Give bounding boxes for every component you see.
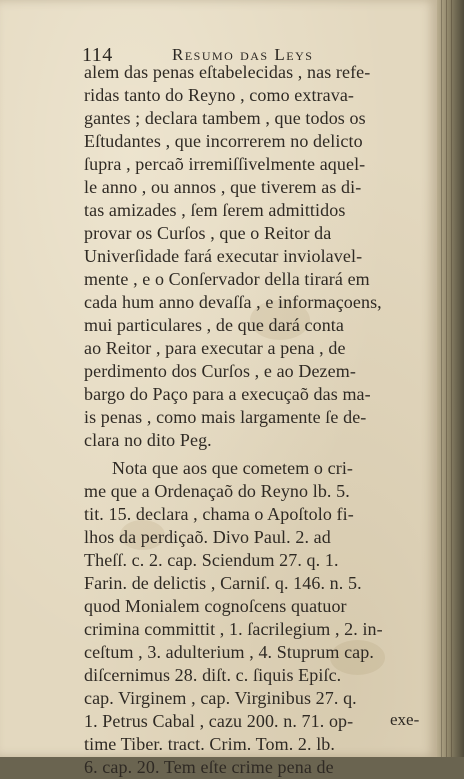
page-edge-line	[451, 0, 452, 757]
text-line: Farin. de delictis , Carniſ. q. 146. n. 5.	[84, 573, 362, 593]
page-edge	[437, 0, 464, 757]
text-line: lhos da perdiçaõ. Divo Paul. 2. ad	[84, 527, 331, 547]
text-line: ceſtum , 3. adulterium , 4. Stuprum cap.	[84, 642, 374, 662]
text-line: me que a Ordenaçaõ do Reyno lb. 5.	[84, 481, 350, 501]
text-line: perdimento dos Curſos , e ao Dezem-	[84, 361, 356, 381]
text-line: ao Reitor , para executar a pena , de	[84, 338, 346, 358]
text-line: Theſſ. c. 2. cap. Sciendum 27. q. 1.	[84, 550, 339, 570]
text-line: Univerſidade fará executar inviolavel-	[84, 246, 363, 266]
running-title: Resumo das Leys	[172, 45, 314, 64]
catchword: exe-	[390, 710, 420, 729]
text-line: 6. cap. 20. Tem eſte crime pena de	[84, 757, 334, 777]
text-line: is penas , como mais largamente ſe de-	[84, 407, 367, 427]
text-line: time Tiber. tract. Crim. Tom. 2. lb.	[84, 734, 336, 754]
text-line: alem das penas eſtabelecidas , nas refe-	[84, 62, 371, 82]
text-line: ridas tanto do Reyno , como extrava-	[84, 85, 355, 105]
text-line: provar os Curſos , que o Reitor da	[84, 223, 332, 243]
text-line: mente , e o Conſervador della tirará em	[84, 269, 370, 289]
page-edge-line	[446, 0, 447, 757]
text-line: ſupra , percaõ irremiſſivelmente aquel-	[84, 154, 366, 174]
paragraph-start-line: Nota que aos que cometem o cri-	[112, 458, 354, 478]
text-line: 1. Petrus Cabal , cazu 200. n. 71. op-	[84, 711, 354, 731]
text-line: cada hum anno devaſſa , e informaçoens,	[84, 292, 382, 312]
text-line: le anno , ou annos , que tiverem as di-	[84, 177, 362, 197]
text-line: bargo do Paço para a execuçaõ das ma-	[84, 384, 371, 404]
text-line: tas amizades , ſem ſerem admittidos	[84, 200, 346, 220]
text-line: mui particulares , de que dará conta	[84, 315, 344, 335]
text-line: quod Monialem cognoſcens quatuor	[84, 596, 347, 616]
text-line: diſcernimus 28. diſt. c. ſiquis Epiſc.	[84, 665, 342, 685]
page-number: 114	[82, 44, 113, 66]
text-line: crimina committit , 1. ſacrilegium , 2. in-	[84, 619, 383, 639]
page-edge-line	[441, 0, 442, 757]
text-line: clara no dito Peg.	[84, 430, 212, 450]
text-line: Eſtudantes , que incorrerem no delicto	[84, 131, 363, 151]
text-line: gantes ; declara tambem , que todos os	[84, 108, 366, 128]
text-line: tit. 15. declara , chama o Apoſtolo fi-	[84, 504, 354, 524]
text-line: cap. Virginem , cap. Virginibus 27. q.	[84, 688, 357, 708]
